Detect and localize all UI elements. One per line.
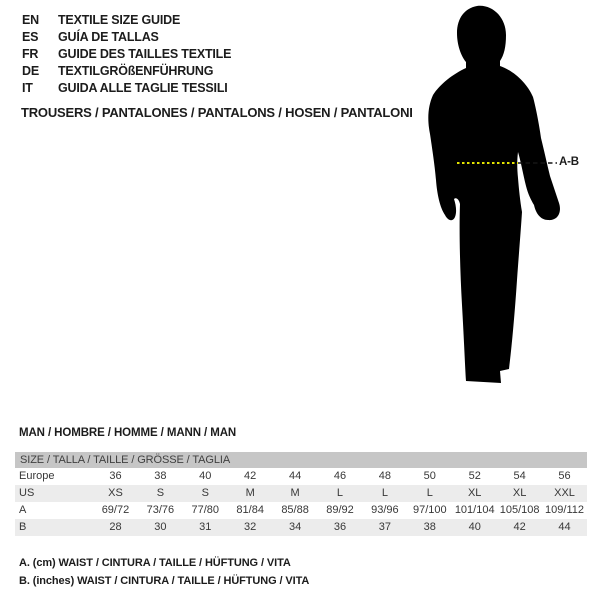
- size-cell: 42: [244, 470, 257, 482]
- size-cell: 46: [333, 470, 347, 482]
- note-a-cm: A. (cm) WAIST / CINTURA / TAILLE / HÜFTUNG / VITA: [19, 557, 291, 569]
- size-cell: 44: [558, 521, 571, 533]
- size-table-header: SIZE / TALLA / TAILLE / GRÖSSE / TAGLIA: [15, 452, 587, 468]
- language-code: DE: [22, 63, 39, 78]
- garment-category-title: TROUSERS / PANTALONES / PANTALONS / HOSEN / PANTALONI: [21, 105, 413, 120]
- size-cell: 40: [468, 521, 481, 533]
- language-code: EN: [22, 12, 39, 27]
- size-cell: 50: [423, 470, 436, 482]
- row-label: Europe: [19, 470, 55, 482]
- size-table: [15, 452, 587, 536]
- size-cell: 42: [513, 521, 526, 533]
- size-cell: XS: [108, 487, 123, 499]
- language-row: [22, 11, 231, 28]
- language-title: TEXTILGRÖßENFÜHRUNG: [58, 63, 214, 78]
- size-cell: M: [290, 487, 300, 499]
- language-code: FR: [22, 46, 39, 61]
- language-title: GUIDE DES TAILLES TEXTILE: [58, 46, 232, 61]
- size-cell: 31: [199, 521, 212, 533]
- table-row-europe: [15, 468, 587, 485]
- size-cell: 56: [558, 470, 571, 482]
- size-cell: L: [336, 487, 344, 499]
- language-row: [22, 79, 231, 96]
- size-cell: 97/100: [412, 504, 447, 516]
- size-cell: 38: [423, 521, 436, 533]
- size-cell: L: [426, 487, 433, 499]
- size-cell: S: [201, 487, 209, 499]
- size-cell: 69/72: [101, 504, 130, 516]
- row-label: B: [19, 521, 27, 533]
- size-cell: 52: [468, 470, 481, 482]
- size-cell: 28: [109, 521, 122, 533]
- size-cell: M: [245, 487, 255, 499]
- row-label: A: [19, 504, 27, 516]
- table-row-b-inches: [15, 519, 587, 536]
- language-list: [22, 11, 231, 96]
- size-cell: L: [381, 487, 388, 499]
- size-cell: 109/112: [545, 504, 584, 516]
- size-cell: XXL: [554, 487, 575, 499]
- size-cell: 44: [288, 470, 302, 482]
- language-row: [22, 62, 231, 79]
- language-title: TEXTILE SIZE GUIDE: [58, 12, 181, 27]
- table-row-a-cm: [15, 502, 587, 519]
- size-cell: 30: [154, 521, 167, 533]
- size-cell: 89/92: [326, 504, 354, 516]
- size-cell: 81/84: [236, 504, 264, 516]
- size-cell: 93/96: [371, 504, 399, 516]
- language-row: [22, 45, 231, 62]
- section-heading-man: MAN / HOMBRE / HOMME / MANN / MAN: [19, 427, 237, 439]
- size-cell: 77/80: [191, 504, 220, 516]
- size-cell: 40: [199, 470, 212, 482]
- size-cell: 36: [333, 521, 347, 533]
- size-cell: 48: [378, 470, 392, 482]
- size-cell: 54: [513, 470, 526, 482]
- size-cell: 32: [244, 521, 257, 533]
- language-title: GUÍA DE TALLAS: [58, 29, 159, 44]
- table-row-us: [15, 485, 587, 502]
- size-table-header-row: [15, 452, 587, 468]
- size-cell: S: [156, 487, 165, 499]
- size-cell: 101/104: [454, 504, 495, 516]
- size-cell: 105/108: [499, 504, 540, 516]
- language-row: [22, 28, 231, 45]
- man-silhouette: [420, 0, 570, 400]
- measurement-notes: [19, 555, 309, 590]
- size-cell: 34: [288, 521, 302, 533]
- waist-measure-label: A-B: [559, 156, 579, 168]
- row-label: US: [19, 487, 35, 499]
- size-cell: 37: [378, 521, 392, 533]
- man-silhouette-shape: [428, 6, 560, 383]
- size-cell: 36: [109, 470, 122, 482]
- note-b-inches: B. (inches) WAIST / CINTURA / TAILLE / HÜFTUNG / VITA: [19, 574, 310, 587]
- size-cell: 85/88: [281, 504, 309, 516]
- language-title: GUIDA ALLE TAGLIE TESSILI: [58, 80, 228, 95]
- language-code: IT: [22, 80, 33, 95]
- language-code: ES: [22, 29, 39, 44]
- size-cell: 38: [154, 470, 167, 482]
- size-cell: 73/76: [146, 504, 175, 516]
- size-cell: XL: [467, 487, 482, 499]
- size-cell: XL: [512, 487, 527, 499]
